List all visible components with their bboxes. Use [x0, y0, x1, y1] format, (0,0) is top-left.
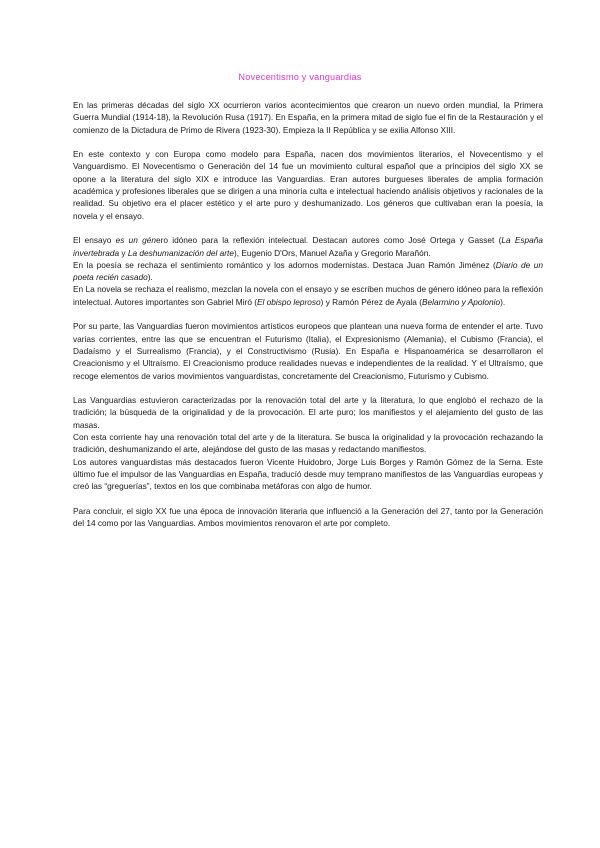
genre-novel-line: En La novela se rechaza el realismo, mezclan la novela con el ensayo y se escriben muchos de género idóneo para la reflexión intelectual. Autores importantes son Gabriel Miró (El obispo leproso) y Ramón Pérez de Ayala (Belarmino y Apolonio). [73, 284, 543, 307]
work-title: Belarmino y Apolonio [421, 296, 501, 307]
renovation-line: Con esta corriente hay una renovación total del arte y de la literatura. Se busca la originalidad y la provocación rechazando la tradición, deshumanizando el arte, alejándose del gusto de las masas y redactando manifiestos. [73, 432, 543, 455]
genre-poetry-line: En la poesía se rechaza el sentimiento romántico y los adornos modernistas. Destaca Juan Ramón Jiménez (Diario de un poeta recién casado). [73, 259, 543, 283]
work-title: Diario de un poeta recién casado [73, 259, 543, 283]
paragraph-conclusion: Para concluir, el siglo XX fue una época de innovación literaria que influenció a la Generación del 27, tanto por la Generación del 14 como por las Vanguardias. Ambos movimientos renovaron el arte por completo. [73, 505, 543, 529]
paragraph-novecentismo: En este contexto y con Europa como modelo para España, nacen dos movimientos literarios, el Novecentismo y el Vanguardismo. El Novecentismo o Generación del 14 fue un movimiento cultural español que a principios del siglo XX se opone a la literatura del siglo XIX e introduce las Vanguardias. Eran autores burgueses liberales de amplia formación académica y profesiones liberales que se dirigen a una minoría culta e intelectual haciendo análisis objetivos y racionales de la realidad. Su objetivo era el placer estético y el arte puro y deshumanizado. Los géneros que cultivaban eran la poesía, la novela y el ensayo. [73, 149, 543, 221]
work-title: El obispo leproso [257, 296, 321, 307]
paragraph-characteristics [73, 394, 543, 492]
characteristics-line: Las Vanguardias estuvieron caracterizadas por la renovación total del arte y la literatura, lo que englobó el rechazo de la tradición; la búsqueda de la originalidad y de la provocación. El arte puro; los manifiestos y el alejamiento del gusto de las masas. [73, 395, 543, 430]
paragraph-context: En las primeras décadas del siglo XX ocurrieron varios acontecimientos que crearon un nuevo orden mundial, la Primera Guerra Mundial (1914-18), la Revolución Rusa (1917). En España, en la primera mitad de siglo fue el fin de la Restauración y el comienzo de la Dictadura de Primo de Rivera (1923-30). Empieza la II República y se exilia Alfonso XIII. [73, 100, 543, 135]
paragraph-genres [73, 234, 543, 308]
document-body [73, 99, 543, 542]
work-title: La España invertebrada [73, 235, 543, 258]
genre-essay-line: El ensayo es un género idóneo para la reflexión intelectual. Destacan autores como José Ortega y Gasset (La España invertebrada y La deshumanización del arte), Eugenio D'Ors, Manuel Azaña y Gregorio Marañón. [73, 235, 543, 258]
paragraph-vanguardias: Por su parte, las Vanguardias fueron movimientos artísticos europeos que plantean una nueva forma de entender el arte. Tuvo varias corrientes, entre las que se encuentran el Futurismo (Italia), el Expresionismo (Alemania), el Cubismo (Francia), el Dadaísmo y el Surrealismo (Francia), y el Constructivismo (Rusia). En España e Hispanoamérica se desarrollaron el Creacionismo y el Ultraísmo. El Creacionismo produce realidades nuevas e independientes de la realidad. Y el Ultraísmo, que recoge elementos de varios movimientos vanguardistas, concretamente del Creacionismo, Futurismo y Cubismo. [73, 321, 543, 381]
page-title: Novecentismo y vanguardias [238, 72, 362, 82]
work-title: La deshumanización del arte [127, 247, 234, 258]
authors-line: Los autores vanguardistas más destacados fueron Vicente Huidobro, Jorge Luis Borges y Ramón Gómez de la Serna. Este último fue el impulsor de las Vanguardias en España, traducíó desde muy temprano manifiestos de las Vanguardias europeas y creó las “greguerías”, textos en los que combinaba metáforas con algo de humor. [73, 456, 543, 492]
